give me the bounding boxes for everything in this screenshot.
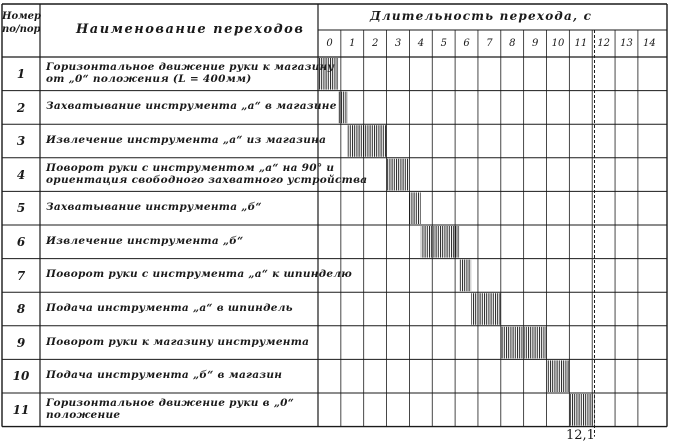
transition-name: Горизонтальное движение руки к магазину — [46, 60, 335, 73]
header-number-line1: Номер — [2, 11, 41, 22]
time-tick-label: 2 — [372, 38, 379, 49]
row-number: 9 — [16, 335, 26, 350]
transition-name: Извлечение инструмента „б“ — [46, 234, 244, 247]
header-number-line2: по/пор — [2, 24, 41, 35]
row-number: 3 — [16, 134, 26, 149]
time-tick-label: 10 — [551, 38, 565, 49]
time-tick-label: 7 — [486, 38, 493, 49]
time-tick-label: 13 — [620, 38, 633, 49]
row-number: 6 — [16, 235, 26, 249]
transition-name: Подача инструмента „а“ в шпиндель — [46, 302, 293, 314]
time-tick-label: 1 — [349, 38, 356, 49]
row-number: 5 — [16, 201, 26, 216]
duration-bar — [409, 192, 420, 224]
duration-bar — [348, 125, 387, 157]
time-tick-label: 14 — [643, 38, 656, 49]
time-tick-label: 3 — [394, 38, 402, 49]
duration-bar — [501, 327, 547, 359]
transition-name: Поворот руки с инструментом „а“ на 90° и — [46, 161, 335, 174]
transition-name: Горизонтальное движение руки в „0“ — [46, 396, 295, 409]
time-tick-label: 12 — [597, 38, 611, 49]
total-duration-label: 12,1 — [566, 428, 595, 443]
row-number: 7 — [16, 268, 26, 283]
duration-bar — [421, 226, 460, 258]
transition-name: положение — [46, 408, 121, 421]
duration-bar — [547, 360, 570, 392]
row-number: 2 — [16, 100, 26, 115]
transition-name: ориентация свободного захватного устройства — [46, 173, 368, 186]
row-number: 4 — [16, 167, 26, 182]
header-duration: Длительность перехода, с — [370, 9, 593, 23]
transition-name: Подача инструмента „б“ в магазин — [46, 369, 283, 382]
duration-bar — [569, 394, 594, 426]
duration-bar — [460, 260, 471, 292]
row-number: 10 — [12, 369, 30, 384]
duration-bar — [387, 159, 410, 191]
transition-name: от „0“ положения (L = 400мм) — [46, 72, 252, 85]
time-tick-label: 6 — [463, 38, 470, 49]
transition-name: Поворот руки к магазину инструмента — [46, 335, 310, 348]
row-number: 8 — [16, 302, 26, 317]
time-tick-label: 8 — [509, 38, 516, 49]
time-tick-label: 11 — [574, 38, 588, 49]
duration-bar — [339, 92, 348, 124]
transition-name: Поворот руки с инструмента „а“ к шпинделю — [46, 268, 353, 281]
time-tick-label: 4 — [417, 38, 425, 49]
duration-bar — [471, 293, 501, 325]
transition-name: Захватывание инструмента „б“ — [46, 201, 262, 214]
row-number: 1 — [16, 67, 26, 81]
row-number: 11 — [12, 403, 30, 417]
time-tick-label: 9 — [531, 38, 539, 49]
time-tick-label: 5 — [440, 38, 447, 49]
transition-name: Захватывание инструмента „а“ в магазине — [46, 100, 337, 113]
time-tick-label: 0 — [326, 38, 333, 49]
header-name: Наименование переходов — [76, 22, 305, 37]
transition-name: Извлечение инструмента „а“ из магазина — [46, 134, 327, 146]
